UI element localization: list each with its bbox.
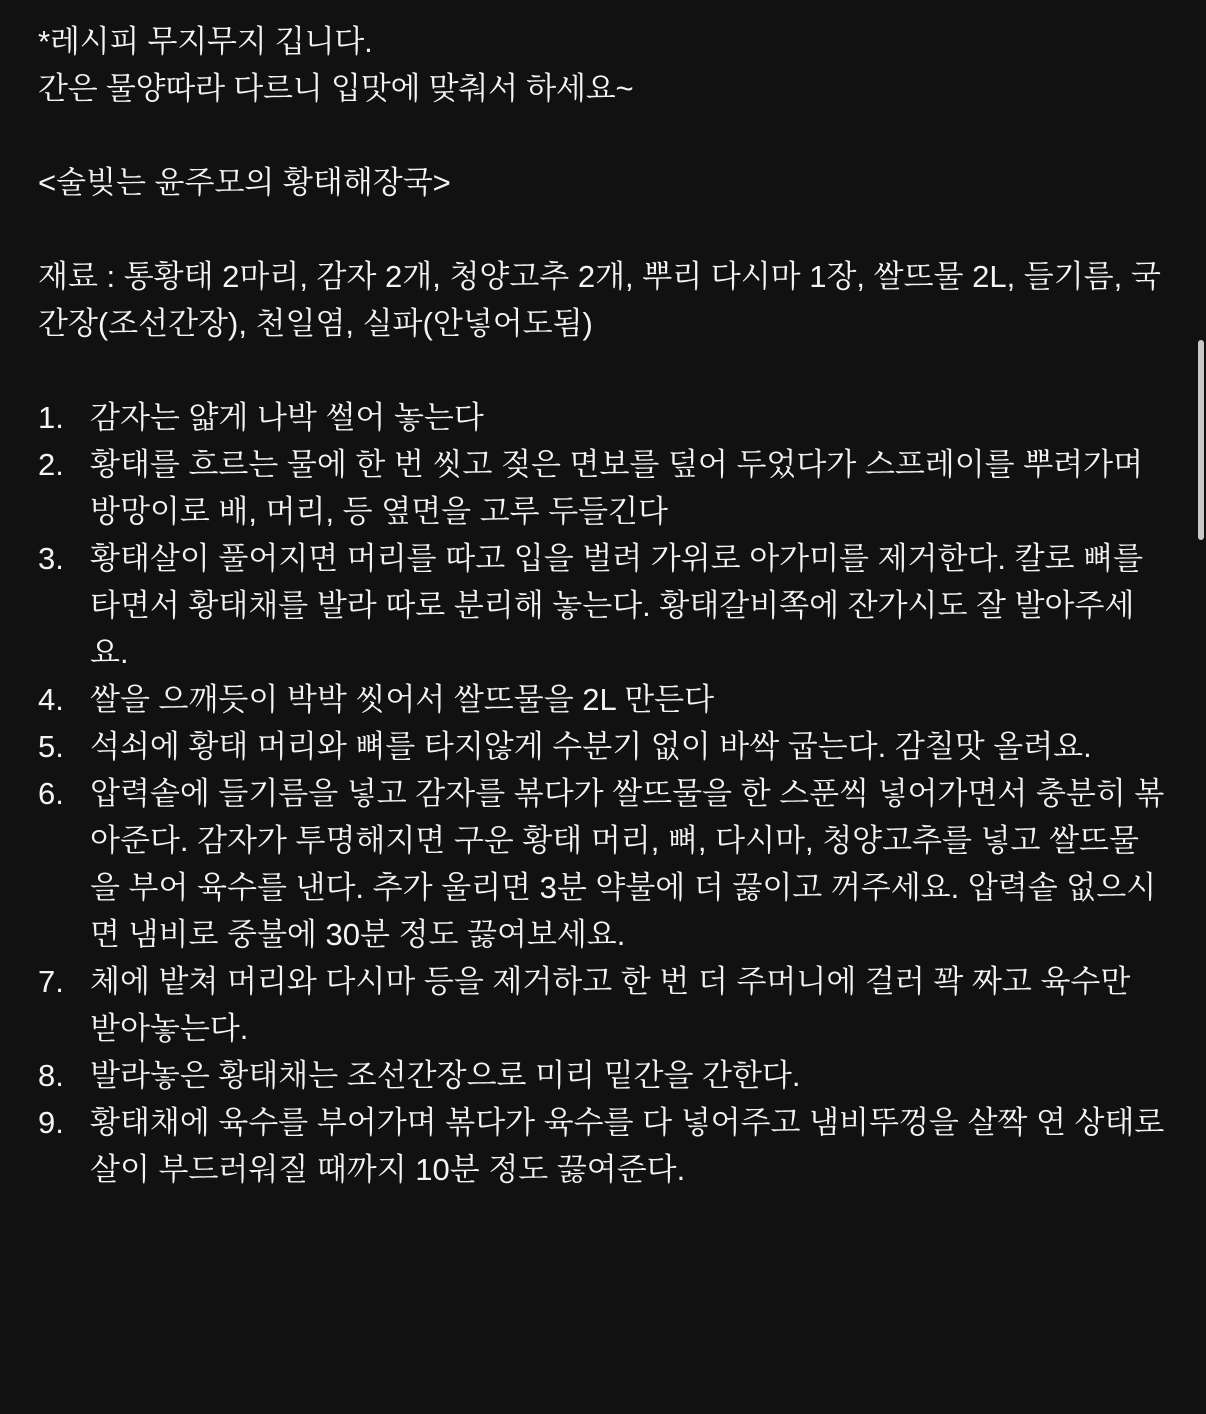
step-number: 9. bbox=[38, 1105, 64, 1140]
step-text: 감자는 얇게 나박 썰어 놓는다 bbox=[90, 400, 484, 435]
spacer-3 bbox=[38, 347, 1168, 394]
list-item bbox=[38, 676, 1168, 723]
step-text: 쌀을 으깨듯이 박박 씻어서 쌀뜨물을 2L 만든다 bbox=[90, 682, 715, 717]
ingredients-text: 재료 : 통황태 2마리, 감자 2개, 청양고추 2개, 뿌리 다시마 1장, 쌀뜨물 2L, 들기름, 국간장(조선간장), 천일염, 실파(안넣어도됨) bbox=[38, 259, 1161, 341]
note-line-1: *레시피 무지무지 깁니다. bbox=[38, 24, 373, 59]
list-item bbox=[38, 723, 1168, 770]
recipe-title: <술빚는 윤주모의 황태해장국> bbox=[38, 165, 451, 200]
step-text: 황태채에 육수를 부어가며 볶다가 육수를 다 넣어주고 냄비뚜껑을 살짝 연 상태로 살이 부드러워질 때까지 10분 정도 끓여준다. bbox=[90, 1105, 1173, 1187]
list-item bbox=[38, 1099, 1173, 1193]
step-number: 8. bbox=[38, 1058, 64, 1093]
step-text: 발라놓은 황태채는 조선간장으로 미리 밑간을 간한다. bbox=[90, 1058, 801, 1093]
list-item bbox=[38, 770, 1168, 958]
list-item bbox=[38, 535, 1168, 676]
step-text: 황태살이 풀어지면 머리를 따고 입을 벌려 가위로 아가미를 제거한다. 칼로 뼈를 타면서 황태채를 발라 따로 분리해 놓는다. 황태갈비쪽에 잔가시도 잘 발아주세요. bbox=[90, 541, 1152, 670]
step-number: 4. bbox=[38, 682, 64, 717]
list-item bbox=[38, 441, 1168, 535]
step-number: 1. bbox=[38, 400, 64, 435]
list-item bbox=[38, 1052, 1168, 1099]
spacer-1 bbox=[38, 112, 1168, 159]
scrollbar[interactable] bbox=[1196, 0, 1206, 1414]
step-number: 6. bbox=[38, 776, 64, 811]
step-number: 3. bbox=[38, 541, 64, 576]
steps-list bbox=[38, 394, 1173, 1193]
list-item bbox=[38, 394, 1168, 441]
note-line-2: 간은 물양따라 다르니 입맛에 맞춰서 하세요~ bbox=[38, 71, 634, 106]
step-number: 7. bbox=[38, 964, 64, 999]
step-text: 황태를 흐르는 물에 한 번 씻고 젖은 면보를 덮어 두었다가 스프레이를 뿌려가며 방망이로 배, 머리, 등 옆면을 고루 두들긴다 bbox=[90, 447, 1152, 529]
step-text: 석쇠에 황태 머리와 뼈를 타지않게 수분기 없이 바싹 굽는다. 감칠맛 올려요. bbox=[90, 729, 1092, 764]
step-text: 체에 밭쳐 머리와 다시마 등을 제거하고 한 번 더 주머니에 걸러 꽉 짜고 육수만 받아놓는다. bbox=[90, 964, 1139, 1046]
step-number: 2. bbox=[38, 447, 64, 482]
step-number: 5. bbox=[38, 729, 64, 764]
list-item bbox=[38, 958, 1168, 1052]
scrollbar-thumb[interactable] bbox=[1198, 340, 1204, 540]
step-text: 압력솥에 들기름을 넣고 감자를 볶다가 쌀뜨물을 한 스푼씩 넣어가면서 충분히 볶아준다. 감자가 투명해지면 구운 황태 머리, 뼈, 다시마, 청양고추를 넣고 쌀뜨물을 부어 육수를 낸다. 추가 울리면 3분 약불에 더 끓이고 꺼주세요. 압력솥 없으시면 냄비로 중불에 30분 정도 끓여보세요. bbox=[90, 776, 1165, 952]
spacer-2 bbox=[38, 206, 1168, 253]
